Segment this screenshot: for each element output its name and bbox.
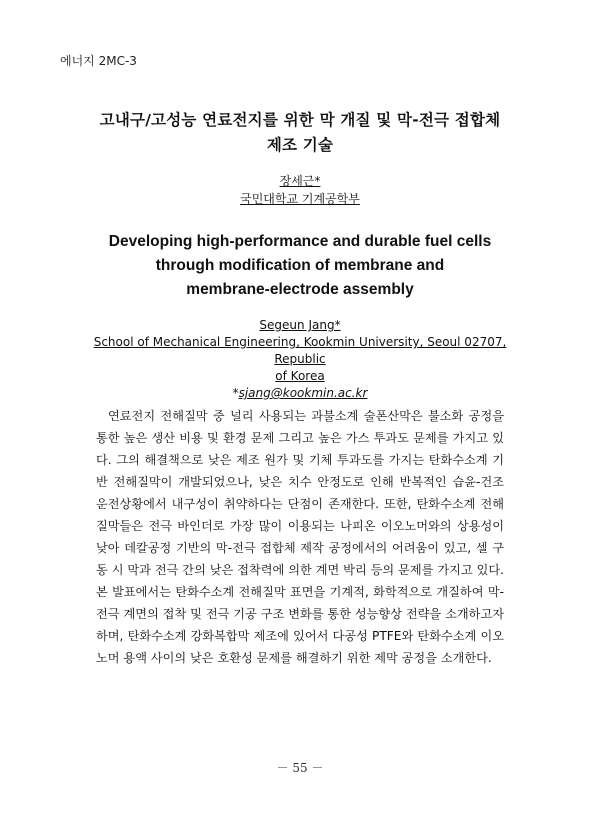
author-email-link[interactable]: sjang@kookmin.ac.kr <box>238 386 368 400</box>
korean-title <box>40 108 560 158</box>
english-title-line3: membrane-electrode assembly <box>186 281 414 298</box>
english-author-name: Segeun Jang* <box>259 318 341 332</box>
email-asterisk: * <box>232 386 239 400</box>
korean-author-block <box>40 172 560 208</box>
english-affiliation-line2: of Korea <box>275 369 325 383</box>
abstract-body: 연료전지 전해질막 중 널리 사용되는 과불소계 술폰산막은 불소화 공정을 통한 높은 생산 비용 및 환경 문제 그리고 높은 가스 투과도 문제를 가지고 있다. 그의 해결책으로 낮은 제조 원가 및 기체 투과도를 가지는 탄화수소계 기반 전해질막이 개발되었으나, 낮은 치수 안정도로 인해 반복적인 습윤-건조 운전상황에서 내구성이 취약하다는 단점이 존재한다. 또한, 탄화수소계 전해질막들은 전극 바인더로 가장 많이 이용되는 나피온 이오노머와의 상용성이 낮아 데칼공정 기반의 막-전극 접합체 제작 공정에서의 어려움이 있고, 셀 구동 시 막과 전극 간의 낮은 접착력에 의한 계면 박리 등의 문제를 가지고 있다. 본 발표에서는 탄화수소계 전해질막 표면을 기계적, 화학적으로 개질하여 막-전극 계면의 접착 및 전극 기공 구조 변화를 통한 성능향상 전략을 소개하고자 하며, 탄화수소계 강화복합막 제조에 있어서 다공성 PTFE와 탄화수소계 이오노머 용액 사이의 낮은 호환성 문제를 해결하기 위한 제막 공정을 소개한다. <box>96 409 504 665</box>
english-title <box>40 230 560 302</box>
english-title-line2: through modification of membrane and <box>155 257 445 274</box>
english-affiliation-line1: School of Mechanical Engineering, Kookmin University, Seoul 02707, Republic <box>93 335 507 366</box>
english-author-block <box>80 317 520 402</box>
page-number: － 55 － <box>276 761 324 775</box>
korean-author-name: 장세근* <box>279 174 321 188</box>
korean-affiliation: 국민대학교 기계공학부 <box>240 192 360 206</box>
session-code: 에너지 2MC-3 <box>60 54 137 68</box>
korean-title-line1: 고내구/고성능 연료전지를 위한 막 개질 및 막-전극 접합체 <box>99 111 501 129</box>
english-title-line1: Developing high-performance and durable fuel cells <box>108 233 492 250</box>
korean-title-line2: 제조 기술 <box>266 136 334 154</box>
